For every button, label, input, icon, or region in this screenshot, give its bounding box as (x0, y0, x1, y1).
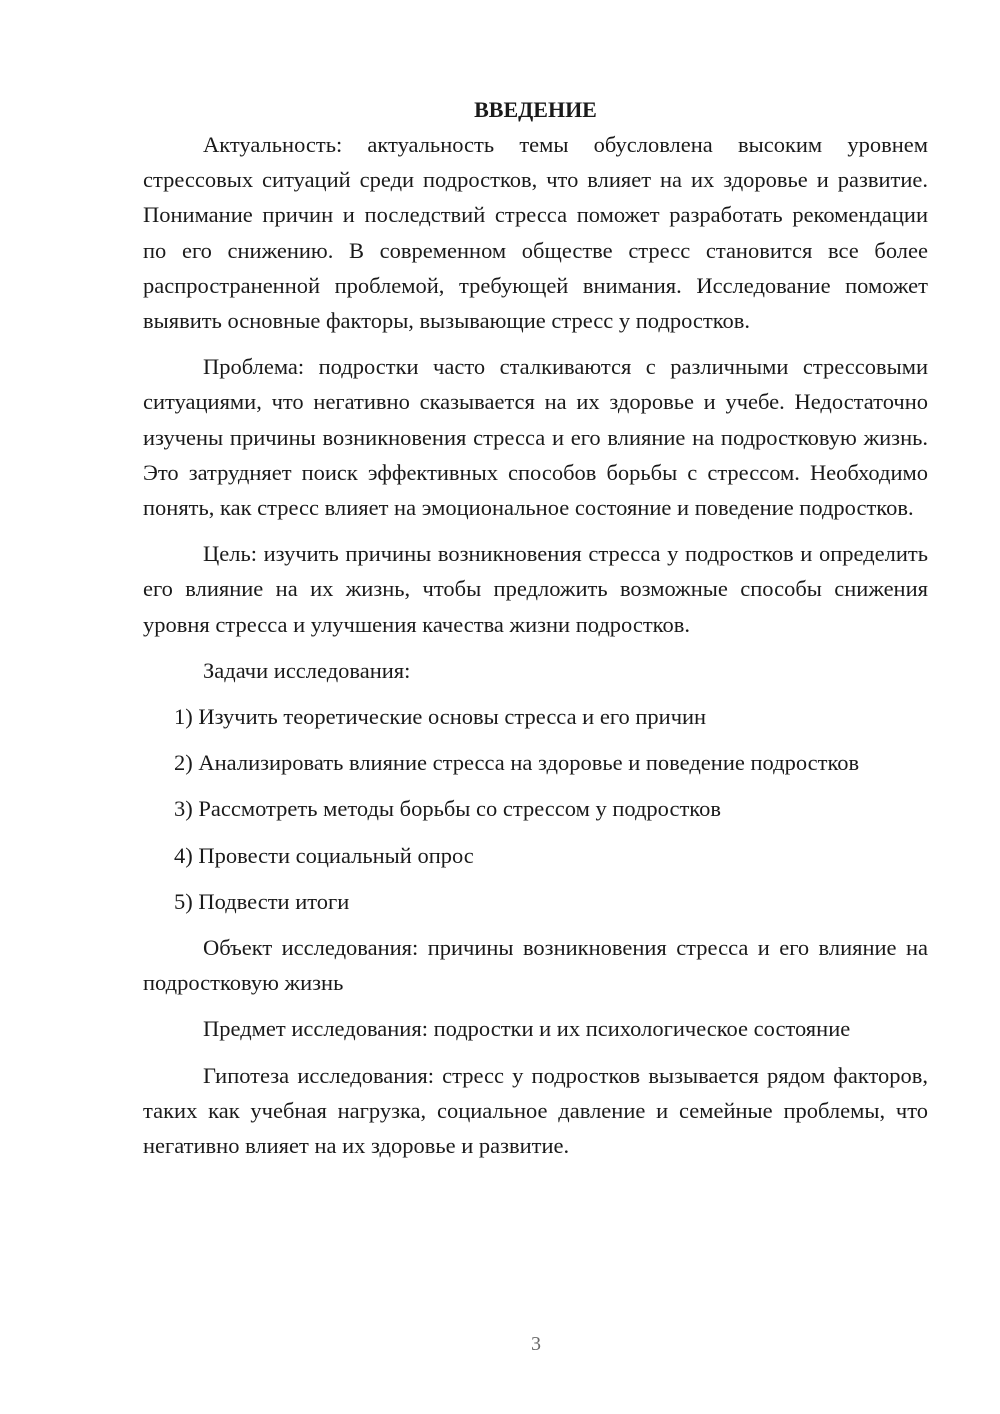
tasks-heading: Задачи исследования: (203, 657, 411, 683)
task-item: 1) Изучить теоретические основы стресса и его причин (174, 704, 707, 730)
goal-paragraph: Цель: изучить причины возникновения стресса у подростков и определить его влияние на их жизнь, чтобы предложить возможные способы снижения уровня стресса и улучшения качества жизни подростков. (143, 541, 928, 637)
object-paragraph: Объект исследования: причины возникновения стресса и его влияние на подростковую жизнь (143, 935, 928, 996)
relevance-paragraph: Актуальность: актуальность темы обусловлена высоким уровнем стрессовых ситуаций среди подростков, что влияет на их здоровье и развитие. Понимание причин и последствий стресса поможет разработать рекомендации по его снижению. В современном обществе стресс становится все более распространенной проблемой, требующей внимания. Исследование поможет выявить основные факторы, вызывающие стресс у подростков. (143, 132, 928, 334)
hypothesis-paragraph: Гипотеза исследования: стресс у подростков вызывается рядом факторов, таких как учебная нагрузка, социальное давление и семейные проблемы, что негативно влияет на их здоровье и развитие. (143, 1062, 928, 1159)
page-number: 3 (531, 1333, 541, 1355)
task-item: 3) Рассмотреть методы борьбы со стрессом у подростков (174, 796, 721, 822)
subject-paragraph: Предмет исследования: подростки и их психологическое состояние (203, 1016, 851, 1042)
page-title: ВВЕДЕНИЕ (474, 97, 597, 122)
task-item: 5) Подвести итоги (174, 888, 350, 914)
task-item: 2) Анализировать влияние стресса на здоровье и поведение подростков (174, 750, 860, 776)
tasks-list (143, 699, 928, 919)
problem-paragraph: Проблема: подростки часто сталкиваются с различными стрессовыми ситуациями, что негативно сказывается на их здоровье и учебе. Недостаточно изучены причины возникновения стресса и его влияние на подростковую жизнь. Это затрудняет поиск эффективных способов борьбы с стрессом. Необходимо понять, как стресс влияет на эмоциональное состояние и поведение подростков. (143, 354, 928, 521)
task-item: 4) Провести социальный опрос (174, 842, 474, 868)
page-content (143, 92, 928, 1174)
